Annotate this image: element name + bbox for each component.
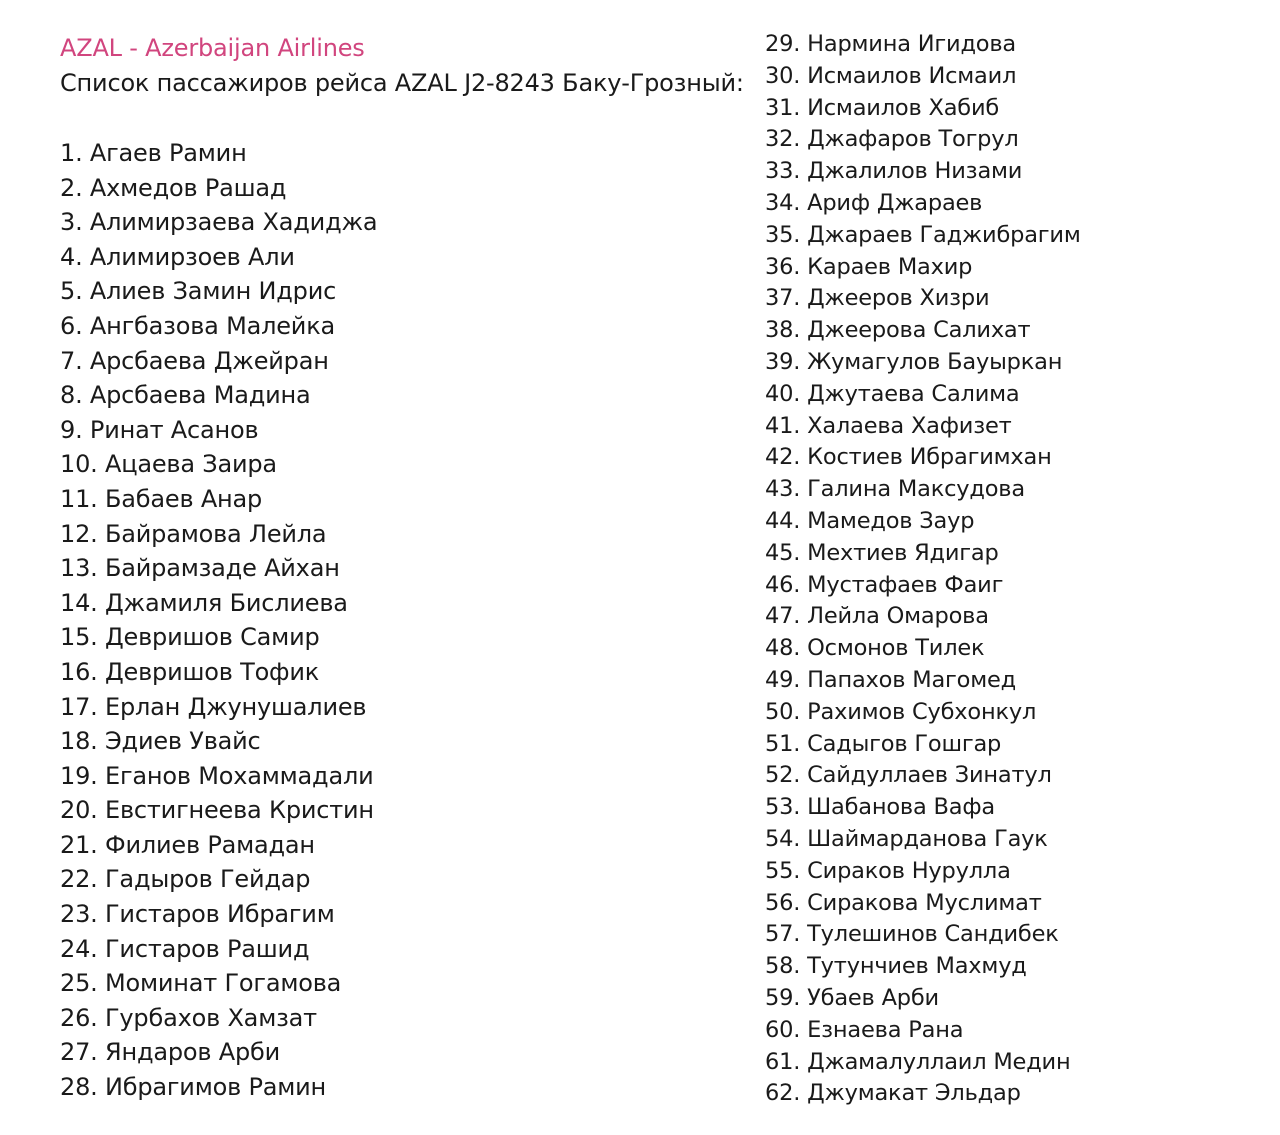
passenger-list-item: 45. Мехтиев Ядигар: [765, 539, 999, 566]
passenger-list-item: 40. Джутаева Салима: [765, 380, 1020, 407]
passenger-list-item: 35. Джараев Гаджибрагим: [765, 221, 1081, 248]
passenger-list-item: 5. Алиев Замин Идрис: [60, 277, 337, 306]
passenger-list-item: 41. Халаева Хафизет: [765, 412, 1012, 439]
passenger-list-item: 32. Джафаров Тогрул: [765, 126, 1019, 153]
passenger-list-item: 26. Гурбахов Хамзат: [60, 1003, 317, 1032]
passenger-list-item: 61. Джамалуллаил Медин: [765, 1048, 1071, 1075]
passenger-list-item: 17. Ерлан Джунушалиев: [60, 692, 367, 721]
passenger-list-item: 14. Джамиля Бислиева: [60, 588, 348, 617]
passenger-list-item: 3. Алимирзаева Хадиджа: [60, 208, 378, 237]
passenger-list-item: 12. Байрамова Лейла: [60, 519, 327, 548]
passenger-list-item: 7. Арсбаева Джейран: [60, 346, 329, 375]
passenger-list-item: 28. Ибрагимов Рамин: [60, 1073, 327, 1102]
passenger-list-item: 51. Садыгов Гошгар: [765, 730, 1002, 757]
passenger-list-item: 31. Исмаилов Хабиб: [765, 94, 1000, 121]
passenger-list-item: 59. Убаев Арби: [765, 984, 939, 1011]
passenger-list-item: 21. Филиев Рамадан: [60, 830, 315, 859]
passenger-list-item: 4. Алимирзоев Али: [60, 242, 295, 271]
passenger-list-item: 58. Тутунчиев Махмуд: [765, 953, 1027, 980]
passenger-list-item: 48. Осмонов Тилек: [765, 635, 985, 662]
passenger-list-item: 42. Костиев Ибрагимхан: [765, 444, 1052, 471]
passenger-list-item: 19. Еганов Мохаммадали: [60, 761, 374, 790]
passenger-list-item: 56. Сиракова Муслимат: [765, 889, 1042, 916]
passenger-list-item: 60. Езнаева Рана: [765, 1016, 964, 1043]
passenger-list-item: 16. Девришов Тофик: [60, 657, 320, 686]
passenger-list-item: 62. Джумакат Эльдар: [765, 1080, 1021, 1107]
passenger-list-item: 22. Гадыров Гейдар: [60, 865, 311, 894]
passenger-list-item: 33. Джалилов Низами: [765, 158, 1023, 185]
passenger-list-item: 49. Папахов Магомед: [765, 666, 1016, 693]
passenger-list-item: 53. Шабанова Вафа: [765, 794, 995, 821]
passenger-list-item: 9. Ринат Асанов: [60, 415, 259, 444]
passenger-list-item: 23. Гистаров Ибрагим: [60, 900, 335, 929]
passenger-list-item: 10. Ацаева Заира: [60, 450, 277, 479]
passenger-list-item: 6. Ангбазова Малейка: [60, 311, 336, 340]
passenger-list-item: 2. Ахмедов Рашад: [60, 173, 287, 202]
passenger-list-item: 1. Агаев Рамин: [60, 139, 247, 167]
passenger-list-item: 29. Нармина Игидова: [765, 31, 1017, 57]
passenger-list-item: 55. Сираков Нурулла: [765, 857, 1011, 884]
passenger-list-item: 57. Тулешинов Сандибек: [765, 921, 1059, 948]
passenger-list-item: 43. Галина Максудова: [765, 476, 1025, 503]
passenger-list-left-column: [60, 136, 377, 1105]
passenger-list-heading: Список пассажиров рейса AZAL J2-8243 Баку-Грозный:: [60, 69, 744, 97]
passenger-list-item: 20. Евстигнеева Кристин: [60, 796, 374, 825]
passenger-list-item: 47. Лейла Омарова: [765, 603, 989, 630]
passenger-list-item: 30. Исмаилов Исмаил: [765, 62, 1017, 89]
passenger-list-item: 8. Арсбаева Мадина: [60, 381, 311, 410]
passenger-list-item: 11. Бабаев Анар: [60, 484, 263, 513]
passenger-list-right-column: [765, 29, 1081, 1110]
passenger-list-item: 18. Эдиев Увайс: [60, 727, 261, 756]
passenger-list-item: 37. Джееров Хизри: [765, 285, 990, 312]
passenger-list-item: 39. Жумагулов Бауыркан: [765, 348, 1063, 375]
passenger-list-item: 25. Моминат Гогамова: [60, 969, 342, 998]
passenger-list-item: 34. Ариф Джараев: [765, 189, 983, 216]
passenger-list-item: 44. Мамедов Заур: [765, 507, 975, 534]
passenger-list-item: 24. Гистаров Рашид: [60, 934, 310, 963]
passenger-list-item: 50. Рахимов Субхонкул: [765, 698, 1037, 725]
passenger-list-item: 15. Девришов Самир: [60, 623, 320, 652]
passenger-list-item: 54. Шаймарданова Гаук: [765, 825, 1048, 852]
passenger-list-item: 46. Мустафаев Фаиг: [765, 571, 1004, 598]
passenger-list-item: 36. Караев Махир: [765, 253, 973, 280]
passenger-list-item: 52. Сайдуллаев Зинатул: [765, 762, 1052, 789]
passenger-list-item: 27. Яндаров Арби: [60, 1038, 281, 1067]
airline-title: AZAL - Azerbaijan Airlines: [60, 34, 365, 62]
passenger-list-item: 13. Байрамзаде Айхан: [60, 554, 340, 583]
passenger-list-item: 38. Джеерова Салихат: [765, 317, 1031, 344]
